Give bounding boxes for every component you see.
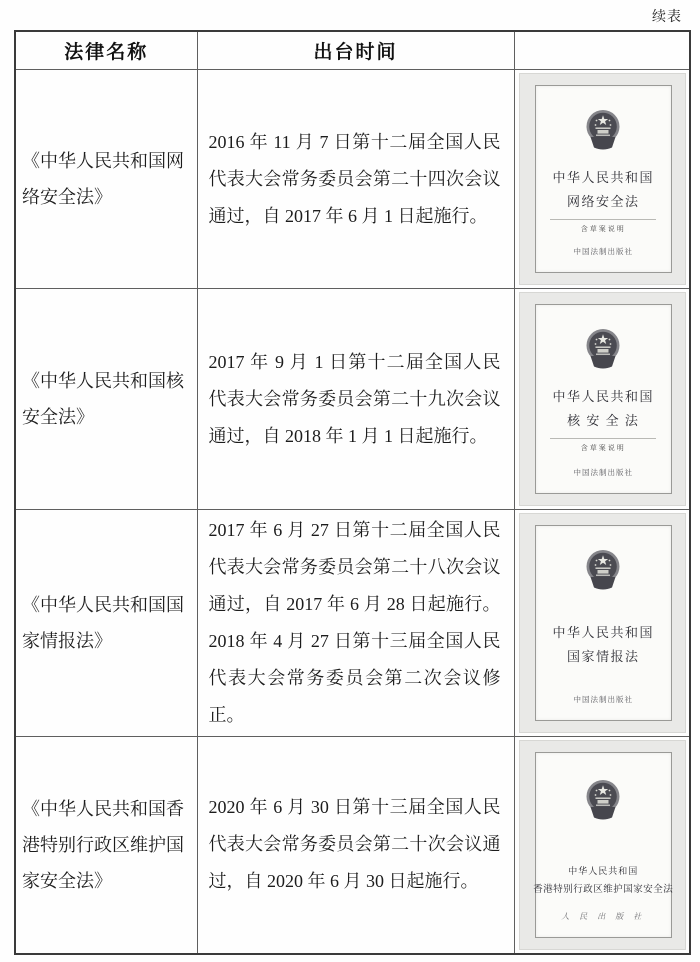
enactment-time-cell: 2016 年 11 月 7 日第十二届全国人民代表大会常务委员会第二十四次会议通过，自 2017 年 6 月 1 日起施行。 (197, 70, 514, 289)
cover-subtitle: 含草案说明 (580, 225, 626, 233)
national-emblem-icon (583, 327, 623, 375)
law-table (14, 30, 691, 955)
enactment-time-cell: 2020 年 6 月 30 日第十三届全国人民代表大会常务委员会第二十次会议通过，自 2020 年 6 月 30 日起施行。 (197, 737, 514, 954)
cover-title-line1: 中华人民共和国 (552, 170, 654, 185)
law-name-cell: 《中华人民共和国网络安全法》 (15, 70, 197, 289)
cover-publisher: 中国法制出版社 (573, 468, 633, 477)
cover-title-line1: 中华人民共和国 (552, 389, 654, 404)
book-cover-cell (514, 70, 690, 289)
table-row (15, 737, 690, 954)
cover-title-line2: 核 安 全 法 (567, 413, 640, 428)
cover-subtitle: 含草案说明 (580, 444, 626, 452)
table-row (15, 510, 690, 737)
book-photo (519, 292, 687, 506)
book-cover (535, 525, 673, 721)
law-name-cell: 《中华人民共和国香港特别行政区维护国家安全法》 (15, 737, 197, 954)
cover-title-line2: 国家情报法 (566, 649, 640, 664)
cover-title-line2: 网络安全法 (566, 194, 640, 209)
header-cell-cover (514, 31, 690, 70)
book-photo (519, 73, 687, 285)
book-cover (535, 304, 673, 494)
cover-title-line2: 香港特别行政区维护国家安全法 (533, 885, 674, 895)
book-photo (519, 740, 687, 950)
book-cover (535, 752, 673, 938)
header-cell-enactment-time: 出台时间 (197, 31, 514, 70)
cover-publisher: 中国法制出版社 (573, 695, 633, 704)
cover-publisher: 中国法制出版社 (573, 247, 633, 256)
national-emblem-icon (583, 778, 623, 826)
national-emblem-icon (583, 108, 623, 156)
enactment-time-cell: 2017 年 6 月 27 日第十二届全国人民代表大会常务委员会第二十八次会议通过，自 2017 年 6 月 28 日起施行。2018 年 4 月 27 日第十三届全国人民代表大会常务委员会第二次会议修正。 (197, 510, 514, 737)
book-cover-cell (514, 289, 690, 510)
cover-publisher: 人 民 出 版 社 (561, 911, 646, 921)
law-name-cell: 《中华人民共和国国家情报法》 (15, 510, 197, 737)
book-cover-cell (514, 510, 690, 737)
cover-divider (550, 438, 656, 439)
national-emblem-icon (583, 548, 623, 596)
table-row (15, 70, 690, 289)
table-header-row (15, 31, 690, 70)
cover-title-line1: 中华人民共和国 (568, 866, 639, 876)
enactment-time-cell: 2017 年 9 月 1 日第十二届全国人民代表大会常务委员会第二十九次会议通过，自 2018 年 1 月 1 日起施行。 (197, 289, 514, 510)
continued-table-label: 续表 (652, 10, 682, 25)
book-photo (519, 513, 687, 733)
law-name-cell: 《中华人民共和国核安全法》 (15, 289, 197, 510)
book-cover (535, 85, 673, 273)
book-cover-cell (514, 737, 690, 954)
cover-title-line1: 中华人民共和国 (552, 625, 654, 640)
cover-divider (550, 219, 656, 220)
header-cell-law-name: 法律名称 (15, 31, 197, 70)
table-row (15, 289, 690, 510)
